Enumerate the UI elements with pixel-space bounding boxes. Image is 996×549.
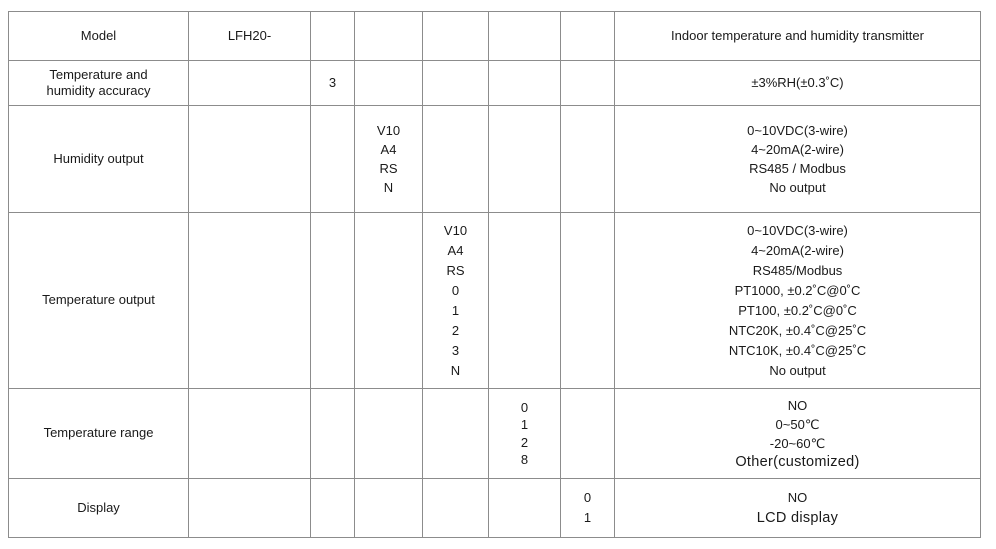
humidity-output-codes <box>355 106 423 213</box>
range-code: 0 <box>520 399 529 415</box>
humidity-code: N <box>383 180 394 195</box>
humidity-output-label: Humidity output <box>9 106 189 213</box>
empty-cell <box>355 12 423 61</box>
display-description: NO <box>787 490 808 505</box>
temperature-code: 2 <box>451 322 460 338</box>
empty-cell <box>561 106 615 213</box>
empty-cell <box>189 479 311 538</box>
display-label: Display <box>9 479 189 538</box>
empty-cell <box>423 106 489 213</box>
humidity-output-descriptions <box>615 106 981 213</box>
temperature-range-label: Temperature range <box>9 389 189 479</box>
temperature-description: PT100, ±0.2˚C@0˚C <box>738 302 857 318</box>
display-code: 1 <box>583 510 592 525</box>
temperature-code: RS <box>446 262 465 278</box>
model-description: Indoor temperature and humidity transmitter <box>615 12 981 61</box>
humidity-description: 4~20mA(2-wire) <box>751 142 844 157</box>
range-description: Other(customized) <box>735 453 860 470</box>
accuracy-label-line2: humidity accuracy <box>46 83 151 98</box>
empty-cell <box>355 479 423 538</box>
empty-cell <box>189 61 311 106</box>
display-code: 0 <box>583 490 592 505</box>
temperature-output-descriptions <box>615 213 981 389</box>
temperature-description: NTC10K, ±0.4˚C@25˚C <box>728 342 867 358</box>
temperature-description: 0~10VDC(3-wire) <box>747 222 848 238</box>
temperature-description: NTC20K, ±0.4˚C@25˚C <box>728 322 867 338</box>
accuracy-label <box>9 61 189 106</box>
empty-cell <box>189 106 311 213</box>
humidity-description: RS485 / Modbus <box>749 161 846 176</box>
range-description: 0~50℃ <box>775 416 820 432</box>
temperature-range-descriptions <box>615 389 981 479</box>
temperature-code: V10 <box>443 222 468 238</box>
temperature-range-codes <box>489 389 561 479</box>
temperature-code: 3 <box>451 342 460 358</box>
display-description: LCD display <box>756 510 839 526</box>
empty-cell <box>489 106 561 213</box>
row-model <box>9 12 981 61</box>
humidity-description: No output <box>769 180 826 195</box>
temperature-description: PT1000, ±0.2˚C@0˚C <box>734 282 861 298</box>
row-temperature-output <box>9 213 981 389</box>
model-selection-table <box>8 11 981 538</box>
model-prefix: LFH20- <box>189 12 311 61</box>
empty-cell <box>489 213 561 389</box>
empty-cell <box>355 61 423 106</box>
humidity-description: 0~10VDC(3-wire) <box>747 123 848 138</box>
empty-cell <box>561 61 615 106</box>
empty-cell <box>311 106 355 213</box>
empty-cell <box>189 213 311 389</box>
empty-cell <box>561 213 615 389</box>
empty-cell <box>311 12 355 61</box>
empty-cell <box>311 389 355 479</box>
model-label: Model <box>9 12 189 61</box>
range-description: -20~60℃ <box>769 435 826 451</box>
humidity-code: RS <box>379 161 398 176</box>
empty-cell <box>355 389 423 479</box>
range-code: 2 <box>520 434 529 450</box>
display-codes <box>561 479 615 538</box>
display-descriptions <box>615 479 981 538</box>
temperature-description: No output <box>769 362 826 378</box>
temperature-code: 1 <box>451 302 460 318</box>
empty-cell <box>561 389 615 479</box>
empty-cell <box>189 389 311 479</box>
empty-cell <box>311 213 355 389</box>
range-code: 8 <box>520 452 529 467</box>
empty-cell <box>311 479 355 538</box>
accuracy-label-line1: Temperature and <box>49 66 148 82</box>
empty-cell <box>423 61 489 106</box>
empty-cell <box>423 389 489 479</box>
empty-cell <box>489 479 561 538</box>
temperature-description: RS485/Modbus <box>752 262 843 278</box>
row-humidity-output <box>9 106 981 213</box>
row-display <box>9 479 981 538</box>
range-code: 1 <box>520 417 529 432</box>
accuracy-code: 3 <box>311 61 355 106</box>
empty-cell <box>423 12 489 61</box>
temperature-output-codes <box>423 213 489 389</box>
row-accuracy <box>9 61 981 106</box>
humidity-code: V10 <box>376 123 401 138</box>
row-temperature-range <box>9 389 981 479</box>
temperature-code: N <box>450 362 461 378</box>
empty-cell <box>489 12 561 61</box>
temperature-code: 0 <box>451 282 460 298</box>
humidity-code: A4 <box>380 142 397 157</box>
temperature-description: 4~20mA(2-wire) <box>751 242 844 258</box>
empty-cell <box>489 61 561 106</box>
temperature-output-label: Temperature output <box>9 213 189 389</box>
accuracy-description: ±3%RH(±0.3˚C) <box>615 61 981 106</box>
empty-cell <box>561 12 615 61</box>
range-description: NO <box>787 397 808 413</box>
empty-cell <box>355 213 423 389</box>
temperature-code: A4 <box>447 242 464 258</box>
empty-cell <box>423 479 489 538</box>
